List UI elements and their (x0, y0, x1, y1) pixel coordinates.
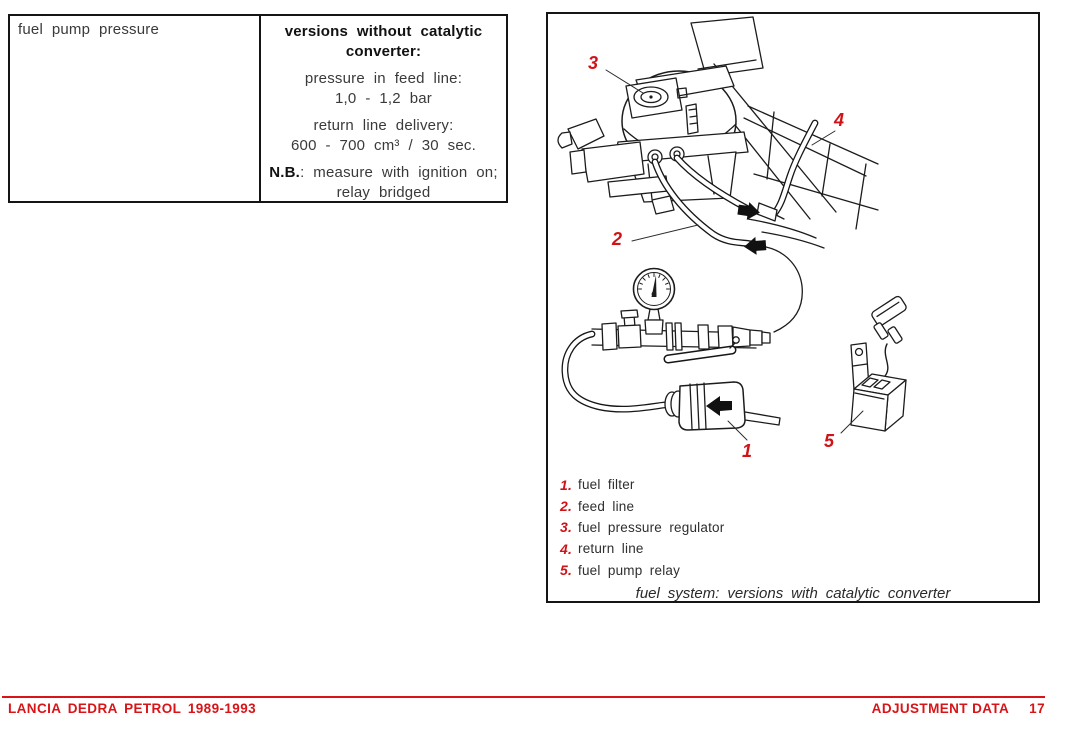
return-line-spec (267, 116, 500, 156)
carburetor-drawing (558, 66, 748, 202)
pipe-fitting-drawing (592, 310, 770, 359)
parameter-label: fuel pump pressure (18, 21, 160, 38)
footer-section (872, 701, 1045, 716)
figure-caption: fuel system: versions with catalytic converter (635, 585, 951, 602)
return-line-value: 600 - 700 cm³ / 30 sec. (290, 137, 476, 154)
footer-page-number: 17 (1029, 701, 1045, 716)
note-block (267, 163, 500, 203)
footer-section-label: ADJUSTMENT DATA (871, 701, 1010, 716)
return-line-label: return line delivery: (313, 117, 454, 134)
legend-item (560, 538, 724, 559)
feed-line-value: 1,0 - 1,2 bar (335, 90, 432, 107)
legend-item-number: 2. (560, 498, 573, 515)
relay-drawing (851, 295, 908, 431)
legend-item-label: fuel pump relay (578, 562, 681, 578)
legend-item (560, 474, 724, 495)
legend-item-number: 4. (560, 540, 573, 557)
spec-parameter-cell (10, 16, 261, 201)
figure-legend (560, 474, 724, 581)
legend-item-label: fuel filter (578, 477, 635, 493)
legend-item-label: return line (578, 541, 644, 557)
footer-rule (2, 696, 1045, 698)
feed-line-spec (267, 69, 500, 109)
legend-item (560, 560, 724, 581)
callout-3: 3 (588, 53, 599, 73)
legend-item-number: 1. (560, 476, 573, 493)
flow-arrow-icon-feed (743, 236, 766, 255)
spec-table (8, 14, 508, 203)
legend-item-number: 5. (560, 562, 573, 579)
spec-heading: versions without catalytic converter: (284, 23, 483, 60)
feed-line-label: pressure in feed line: (304, 70, 463, 87)
callout-5: 5 (824, 431, 835, 451)
legend-item-label: feed line (578, 498, 635, 514)
legend-item (560, 495, 724, 516)
note-bold-label: N.B. (269, 164, 301, 181)
callout-1: 1 (742, 441, 753, 461)
footer-manual-title: LANCIA DEDRA PETROL 1989-1993 (8, 701, 257, 716)
figure-panel (546, 12, 1040, 603)
legend-item-number: 3. (560, 519, 573, 536)
legend-item (560, 517, 724, 538)
legend-item-label: fuel pressure regulator (578, 519, 725, 535)
spec-value-cell (261, 16, 506, 201)
callout-2: 2 (612, 229, 623, 249)
callout-4: 4 (834, 110, 845, 130)
note-text: : measure with ignition on; relay bridged (300, 164, 498, 201)
